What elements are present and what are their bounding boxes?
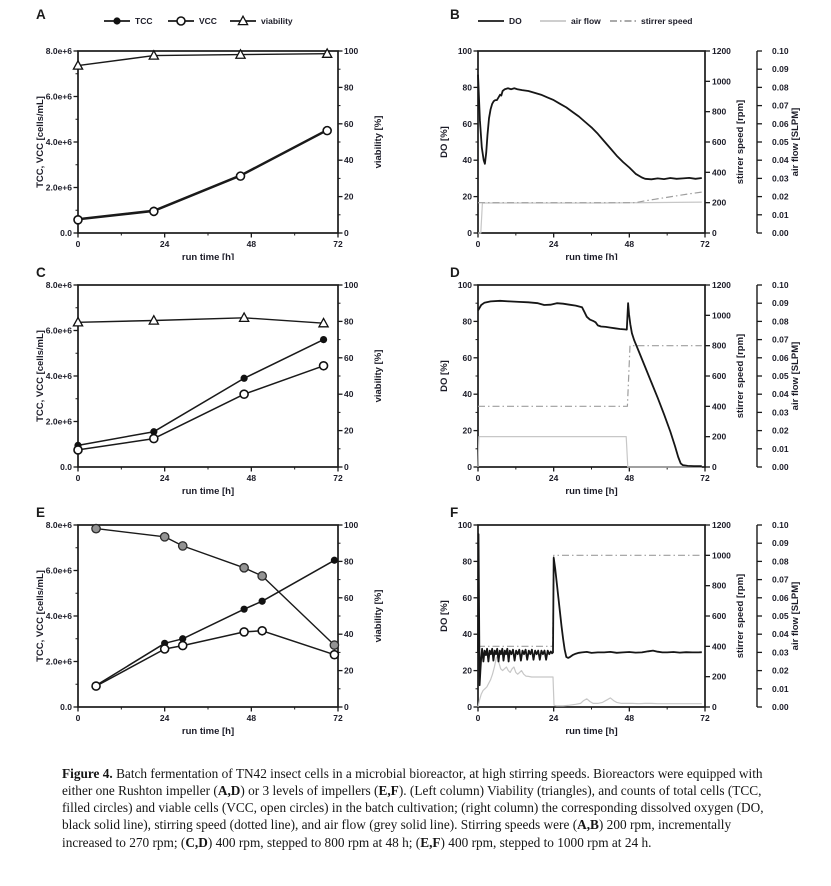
marker-open-circle (92, 682, 100, 690)
series-stirrer-speed-line (478, 346, 702, 407)
y-left-tick-label: 8.0e+6 (45, 46, 72, 56)
marker-open-circle (161, 645, 169, 653)
airflow-axis-tick-label: 0.09 (772, 538, 789, 549)
x-axis-tick-label: 72 (333, 239, 343, 249)
series-viability-line (78, 54, 327, 66)
x-axis-tick-label: 72 (700, 473, 710, 483)
stirrer-axis-tick-label: 200 (712, 197, 727, 208)
airflow-axis-tick-label: 0.04 (772, 629, 789, 640)
y-right-tick-label: 20 (344, 191, 354, 202)
marker-filled-circle (331, 557, 338, 564)
stirrer-axis-tick-label: 200 (712, 431, 727, 442)
plot-frame (78, 51, 338, 233)
x-axis-tick-label: 0 (475, 713, 481, 723)
stirrer-axis-tick-label: 400 (712, 641, 727, 652)
y-right-tick-label: 60 (344, 118, 354, 129)
marker-filled-circle (241, 375, 248, 382)
airflow-axis-tick-label: 0.00 (772, 462, 789, 472)
y-left-tick-label: 80 (462, 556, 472, 567)
marker-grey-circle (179, 542, 187, 550)
airflow-axis-tick-label: 0.05 (772, 611, 789, 621)
marker-grey-circle (160, 533, 168, 541)
y-left-tick-label: 0.0 (60, 228, 72, 238)
airflow-axis-tick-label: 0.08 (772, 82, 789, 93)
series-VCC-line (96, 631, 334, 686)
airflow-axis-tick-label: 0.03 (772, 647, 789, 658)
x-axis-title: run time [h] (181, 252, 235, 260)
airflow-axis-title: air flow [SLPM] (790, 341, 801, 411)
airflow-axis-tick-label: 0.01 (772, 443, 789, 454)
legend-label: viability (261, 16, 293, 26)
x-axis-tick-label: 24 (548, 713, 559, 723)
marker-open-circle (330, 651, 338, 659)
stirrer-axis-tick-label: 1000 (712, 310, 731, 321)
panel-F-chart (420, 503, 831, 758)
y-right-axis-title: viability [%] (373, 115, 384, 169)
airflow-axis-tick-label: 0.05 (772, 137, 789, 147)
plot-frame (478, 525, 705, 707)
y-right-tick-label: 80 (344, 82, 354, 93)
y-left-tick-label: 6.0e+6 (45, 325, 72, 336)
panel-A-chart (30, 5, 430, 260)
stirrer-axis-tick-label: 600 (712, 371, 727, 381)
y-left-tick-label: 100 (457, 280, 472, 290)
stirrer-axis-tick-label: 1000 (712, 76, 731, 87)
legend-label: air flow (571, 16, 601, 26)
y-left-axis-title: DO [%] (439, 600, 450, 632)
y-left-tick-label: 60 (462, 352, 472, 363)
stirrer-axis-tick-label: 600 (712, 611, 727, 621)
x-axis-tick-label: 48 (246, 713, 257, 723)
series-VCC-line (78, 131, 327, 220)
series-TCC-line (78, 130, 327, 219)
stirrer-axis-tick-label: 0 (712, 228, 717, 238)
panel-A (30, 5, 430, 263)
y-left-tick-label: 60 (462, 592, 472, 603)
series-DO-line (478, 301, 702, 466)
y-left-axis-title: TCC, VCC [cells/mL] (35, 570, 46, 662)
stirrer-axis-tick-label: 800 (712, 580, 727, 591)
x-axis-title: run time [h] (565, 486, 618, 497)
airflow-axis-title: air flow [SLPM] (790, 581, 801, 651)
marker-filled-circle (259, 598, 266, 605)
airflow-axis-tick-label: 0.07 (772, 334, 789, 345)
x-axis-title: run time [h] (181, 486, 235, 497)
series-VCC-line (78, 366, 324, 450)
y-left-tick-label: 40 (462, 155, 472, 166)
y-left-tick-label: 4.0e+6 (45, 137, 72, 147)
airflow-axis-tick-label: 0.10 (772, 280, 789, 290)
y-left-tick-label: 40 (462, 389, 472, 400)
y-left-axis-title: DO [%] (439, 126, 450, 158)
y-right-tick-label: 0 (344, 702, 349, 712)
airflow-axis-tick-label: 0.06 (772, 592, 789, 603)
stirrer-axis-tick-label: 1200 (712, 280, 731, 290)
marker-open-triangle (240, 313, 249, 321)
x-axis-tick-label: 48 (624, 713, 635, 723)
marker-open-circle (240, 628, 248, 636)
stirrer-axis-tick-label: 200 (712, 671, 727, 682)
x-axis-tick-label: 72 (333, 473, 343, 483)
airflow-axis-tick-label: 0.01 (772, 683, 789, 694)
legend-label: TCC (135, 16, 153, 26)
marker-filled-circle (113, 17, 120, 24)
y-left-axis-title: TCC, VCC [cells/mL] (35, 330, 46, 422)
y-left-tick-label: 100 (457, 520, 472, 530)
x-axis-title: run time [h] (565, 252, 618, 260)
x-axis-tick-label: 48 (624, 239, 635, 249)
series-stirrer-speed-line (478, 192, 702, 203)
stirrer-axis-tick-label: 0 (712, 462, 717, 472)
airflow-axis-tick-label: 0.09 (772, 64, 789, 75)
x-axis-tick-label: 72 (333, 713, 343, 723)
y-left-tick-label: 40 (462, 629, 472, 640)
figure-caption-text: Batch fermentation of TN42 insect cells in a microbial bioreactor, at high stirring speeds. Bioreactors were equipped with either one Rushton impeller (A,D) or 3 levels of impellers (E,F). (Left column) Viability (triangles), and counts of total cells (TCC, filled circles) and viable cells (VCC, open circles) in the batch cultivation; (right column) the corresponding dissolved oxygen (DO, black solid line), stirring speed (dotted line), and air flow (grey solid line). Stirring speeds were (A,B) 200 rpm, incrementally increased to 270 rpm; (C,D) 400 rpm, stepped to 800 rpm at 48 h; (E,F) 400 rpm, stepped to 1000 rpm at 24 h. (62, 766, 764, 850)
series-viability-line (78, 318, 324, 323)
y-right-axis-title: viability [%] (373, 589, 384, 643)
panel-B-chart (420, 5, 831, 260)
panel-F (420, 503, 831, 758)
marker-open-circle (150, 435, 158, 443)
marker-open-circle (74, 216, 82, 224)
y-right-tick-label: 0 (344, 462, 349, 472)
stirrer-axis-tick-label: 800 (712, 106, 727, 117)
plot-frame (78, 525, 338, 707)
figure-caption-label: Figure 4. (62, 766, 113, 781)
y-left-tick-label: 20 (462, 425, 472, 436)
legend-label: stirrer speed (641, 16, 693, 26)
x-axis-tick-label: 0 (475, 473, 481, 483)
y-left-tick-label: 8.0e+6 (45, 280, 72, 290)
airflow-axis-tick-label: 0.03 (772, 173, 789, 184)
x-axis-tick-label: 24 (159, 473, 170, 483)
airflow-axis-tick-label: 0.02 (772, 425, 789, 436)
y-right-tick-label: 80 (344, 556, 354, 567)
x-axis-tick-label: 0 (75, 239, 81, 249)
y-left-tick-label: 8.0e+6 (45, 520, 72, 530)
airflow-axis-tick-label: 0.04 (772, 155, 789, 166)
panel-letter-B: B (450, 7, 460, 22)
x-axis-tick-label: 72 (700, 239, 710, 249)
x-axis-tick-label: 24 (548, 473, 559, 483)
stirrer-axis-tick-label: 1000 (712, 550, 731, 561)
y-right-tick-label: 100 (344, 280, 359, 290)
airflow-axis-tick-label: 0.08 (772, 556, 789, 567)
marker-open-circle (74, 446, 82, 454)
panel-letter-F: F (450, 505, 459, 520)
stirrer-axis-tick-label: 400 (712, 401, 727, 412)
y-right-tick-label: 60 (344, 592, 354, 603)
airflow-axis-tick-label: 0.02 (772, 665, 789, 676)
x-axis-tick-label: 72 (700, 713, 710, 723)
marker-grey-circle (240, 564, 248, 572)
y-left-tick-label: 0 (467, 462, 472, 472)
marker-filled-circle (241, 606, 248, 613)
y-left-tick-label: 0 (467, 228, 472, 238)
x-axis-tick-label: 48 (624, 473, 635, 483)
series-air-flow-line (478, 202, 702, 233)
airflow-axis-tick-label: 0.06 (772, 118, 789, 129)
plot-frame (478, 51, 705, 233)
x-axis-tick-label: 48 (246, 473, 257, 483)
marker-open-circle (179, 642, 187, 650)
y-left-tick-label: 6.0e+6 (45, 91, 72, 102)
y-right-tick-label: 0 (344, 228, 349, 238)
airflow-axis-tick-label: 0.01 (772, 209, 789, 220)
y-right-tick-label: 100 (344, 520, 359, 530)
y-left-tick-label: 4.0e+6 (45, 611, 72, 621)
airflow-axis-tick-label: 0.07 (772, 100, 789, 111)
airflow-axis-tick-label: 0.04 (772, 389, 789, 400)
y-left-tick-label: 100 (457, 46, 472, 56)
marker-grey-circle (258, 572, 266, 580)
airflow-axis-tick-label: 0.05 (772, 371, 789, 381)
y-left-tick-label: 0.0 (60, 702, 72, 712)
stirrer-axis-tick-label: 400 (712, 167, 727, 178)
y-right-tick-label: 20 (344, 425, 354, 436)
series-air-flow-line (478, 656, 702, 707)
panel-C-chart (30, 263, 430, 518)
airflow-axis-tick-label: 0.10 (772, 520, 789, 530)
panel-C (30, 263, 430, 518)
panel-D-chart (420, 263, 831, 518)
y-left-tick-label: 60 (462, 118, 472, 129)
panel-letter-D: D (450, 265, 460, 280)
panel-letter-A: A (36, 7, 46, 22)
panel-B (420, 5, 831, 263)
panel-D (420, 263, 831, 518)
series-stirrer-speed-line (478, 555, 702, 646)
airflow-axis-tick-label: 0.00 (772, 228, 789, 238)
x-axis-tick-label: 24 (548, 239, 559, 249)
stirrer-axis-tick-label: 1200 (712, 46, 731, 56)
marker-open-circle (237, 172, 245, 180)
panel-letter-C: C (36, 265, 46, 280)
x-axis-tick-label: 24 (159, 713, 170, 723)
figure-caption (62, 765, 776, 851)
stirrer-axis-tick-label: 1200 (712, 520, 731, 530)
stirrer-axis-title: stirrer speed [rpm] (735, 333, 746, 419)
y-right-tick-label: 100 (344, 46, 359, 56)
y-right-tick-label: 40 (344, 155, 354, 166)
airflow-axis-tick-label: 0.06 (772, 352, 789, 363)
y-left-tick-label: 80 (462, 82, 472, 93)
y-left-tick-label: 6.0e+6 (45, 565, 72, 576)
y-left-tick-label: 80 (462, 316, 472, 327)
airflow-axis-tick-label: 0.09 (772, 298, 789, 309)
legend-label: DO (509, 16, 522, 26)
marker-grey-circle (92, 524, 100, 532)
y-right-tick-label: 60 (344, 352, 354, 363)
x-axis-tick-label: 0 (75, 713, 81, 723)
airflow-axis-tick-label: 0.00 (772, 702, 789, 712)
y-right-tick-label: 20 (344, 665, 354, 676)
legend-label: VCC (199, 16, 217, 26)
marker-open-circle (150, 207, 158, 215)
y-left-axis-title: DO [%] (439, 360, 450, 392)
x-axis-tick-label: 24 (159, 239, 170, 249)
stirrer-axis-tick-label: 800 (712, 340, 727, 351)
y-left-tick-label: 2.0e+6 (45, 416, 72, 427)
x-axis-title: run time [h] (565, 726, 618, 737)
airflow-axis-tick-label: 0.08 (772, 316, 789, 327)
y-left-tick-label: 0 (467, 702, 472, 712)
stirrer-axis-tick-label: 0 (712, 702, 717, 712)
series-air-flow-line (478, 437, 702, 467)
y-left-tick-label: 4.0e+6 (45, 371, 72, 381)
y-left-tick-label: 2.0e+6 (45, 656, 72, 667)
stirrer-axis-title: stirrer speed [rpm] (735, 99, 746, 185)
y-left-tick-label: 20 (462, 191, 472, 202)
series-DO-line (478, 75, 702, 180)
panel-E-chart (30, 503, 430, 758)
x-axis-tick-label: 48 (246, 239, 257, 249)
series-TCC-line (78, 340, 324, 446)
x-axis-title: run time [h] (181, 726, 235, 737)
y-left-tick-label: 0.0 (60, 462, 72, 472)
panel-letter-E: E (36, 505, 46, 520)
x-axis-tick-label: 0 (475, 239, 481, 249)
y-right-tick-label: 40 (344, 629, 354, 640)
airflow-axis-tick-label: 0.02 (772, 191, 789, 202)
airflow-axis-tick-label: 0.07 (772, 574, 789, 585)
marker-open-circle (177, 17, 185, 25)
stirrer-axis-title: stirrer speed [rpm] (735, 573, 746, 659)
y-left-tick-label: 2.0e+6 (45, 182, 72, 193)
marker-filled-circle (320, 336, 327, 343)
marker-open-circle (320, 362, 328, 370)
plot-frame (478, 285, 705, 467)
series-DO-line (478, 534, 702, 685)
panel-E (30, 503, 430, 758)
airflow-axis-tick-label: 0.10 (772, 46, 789, 56)
plot-frame (78, 285, 338, 467)
y-right-axis-title: viability [%] (373, 349, 384, 403)
y-left-tick-label: 20 (462, 665, 472, 676)
marker-open-circle (240, 390, 248, 398)
marker-grey-circle (330, 641, 338, 649)
x-axis-tick-label: 0 (75, 473, 81, 483)
y-left-axis-title: TCC, VCC [cells/mL] (35, 96, 46, 188)
marker-open-circle (258, 627, 266, 635)
y-right-tick-label: 40 (344, 389, 354, 400)
airflow-axis-title: air flow [SLPM] (790, 107, 801, 177)
series-viability-line (96, 529, 334, 646)
y-right-tick-label: 80 (344, 316, 354, 327)
airflow-axis-tick-label: 0.03 (772, 407, 789, 418)
stirrer-axis-tick-label: 600 (712, 137, 727, 147)
marker-open-circle (323, 127, 331, 135)
